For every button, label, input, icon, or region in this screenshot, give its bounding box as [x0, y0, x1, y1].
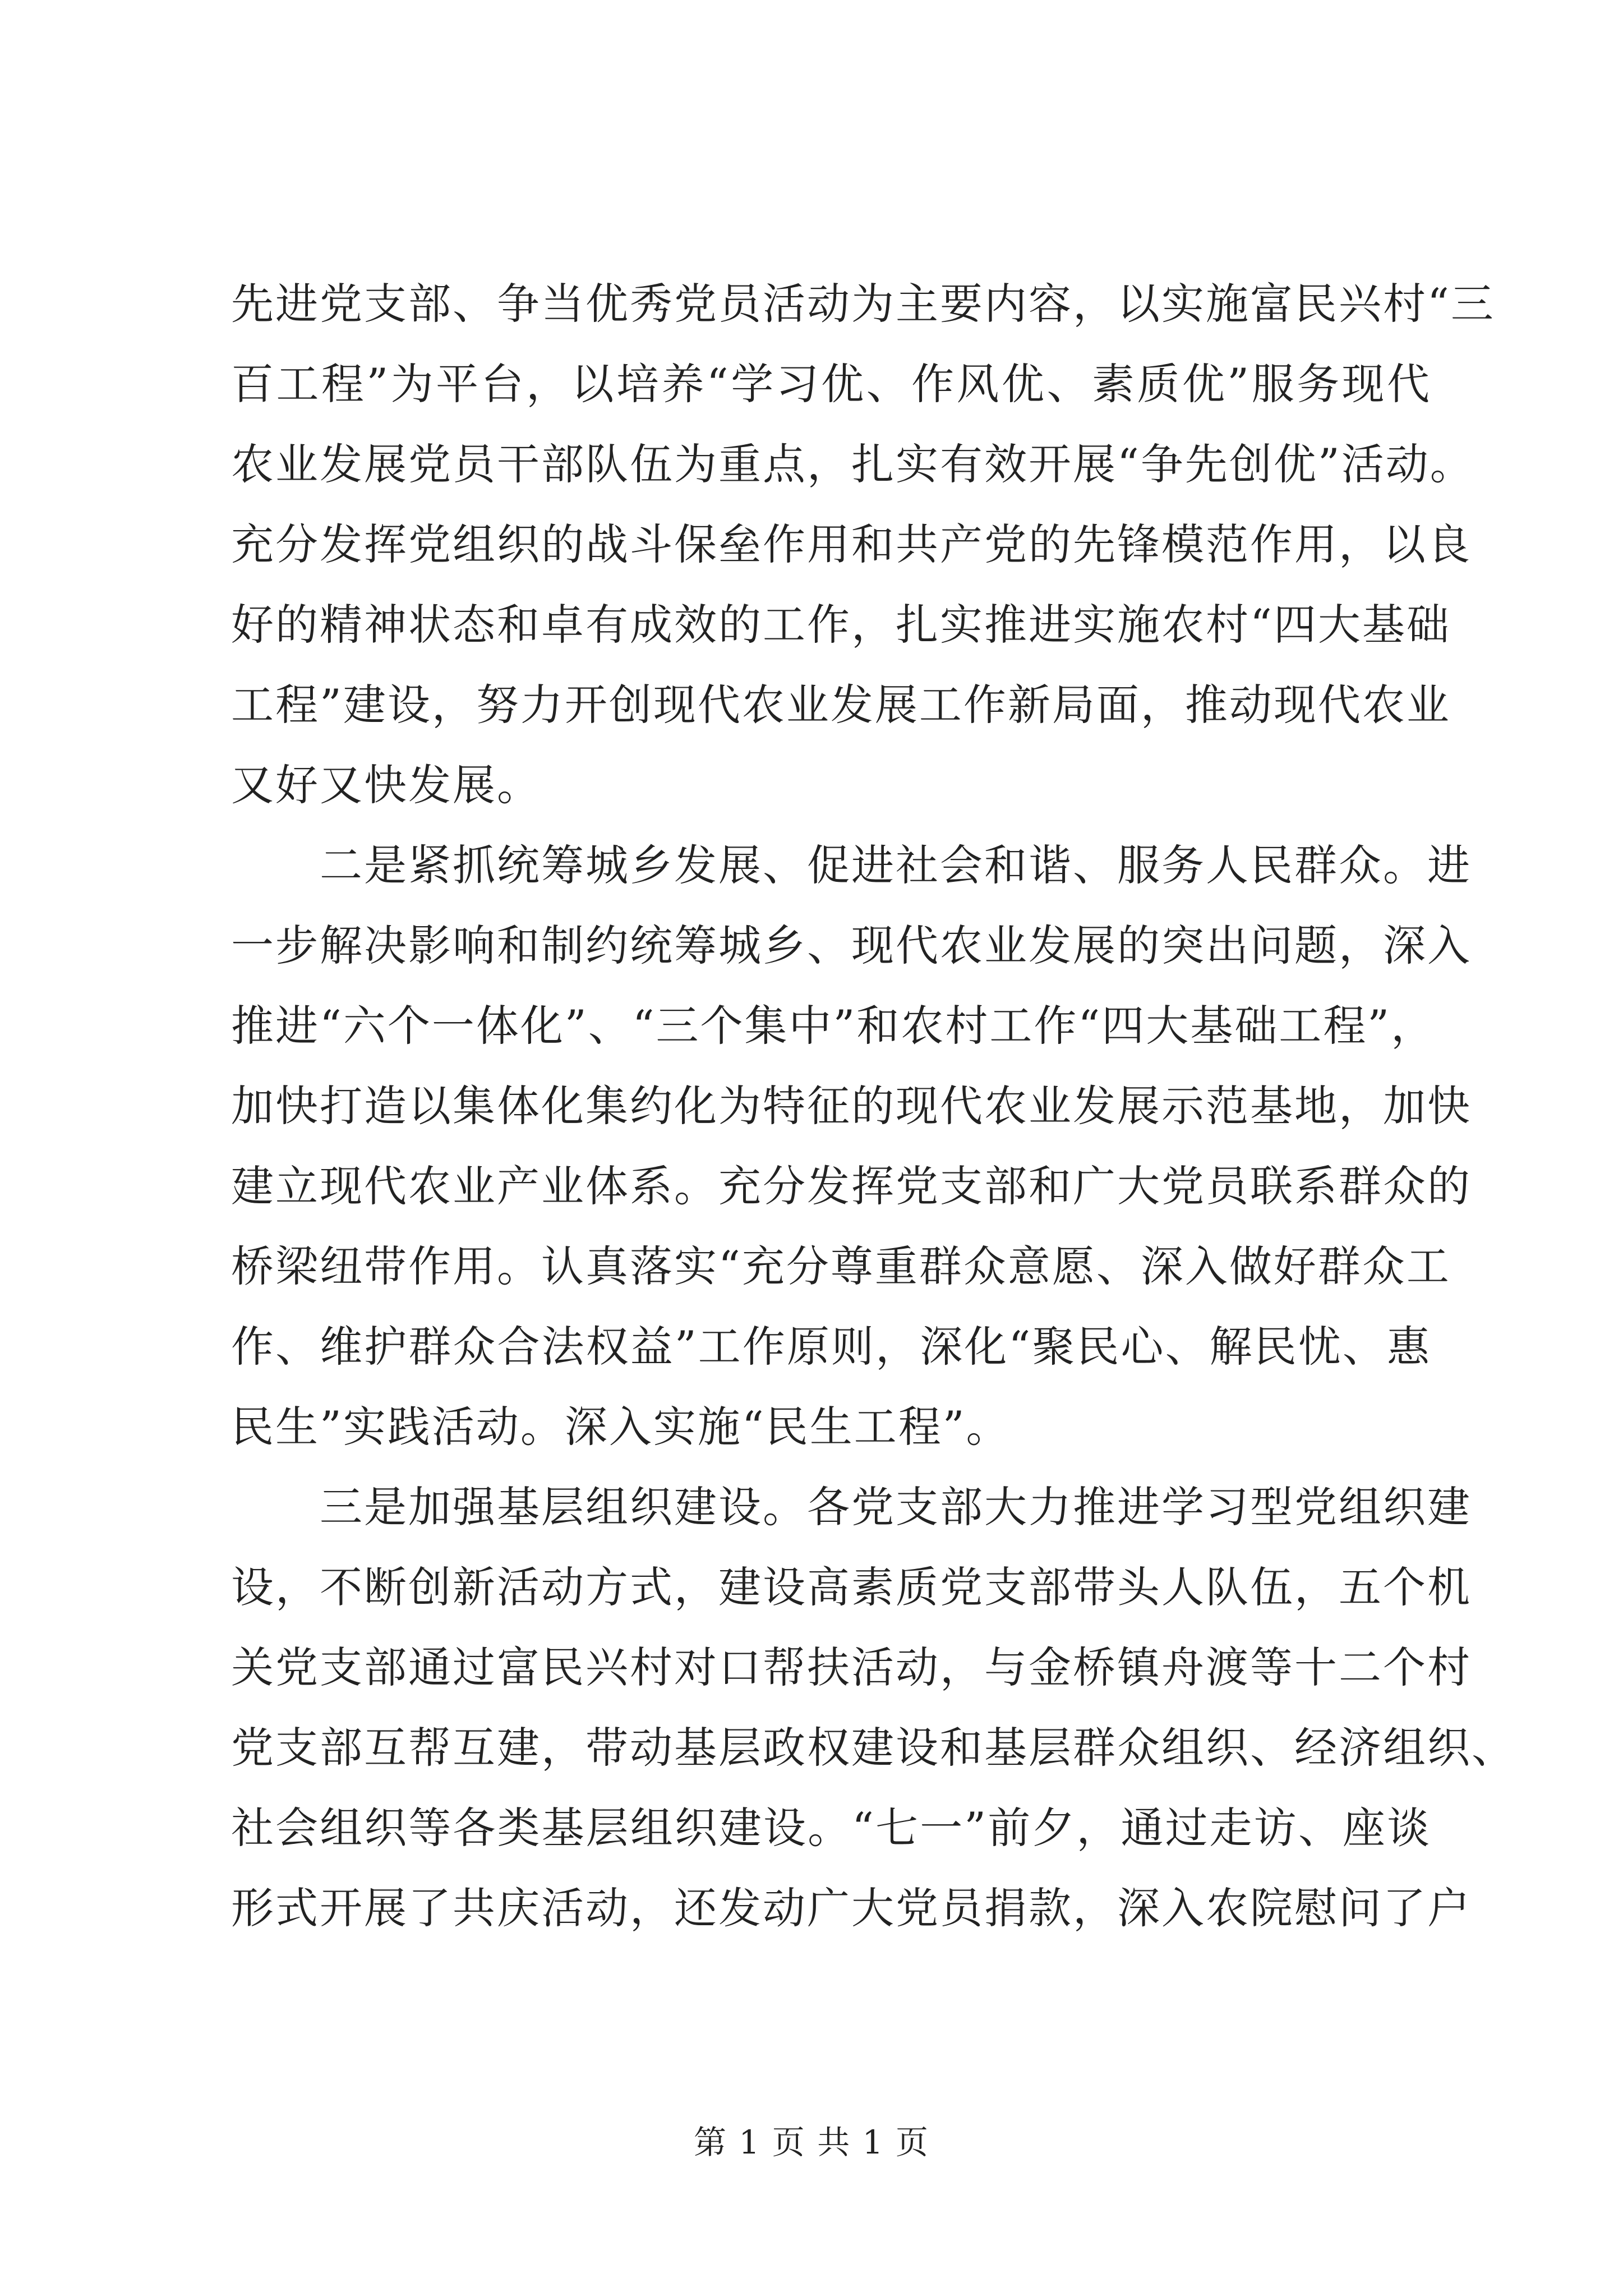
- text-line: 加快打造以集体化集约化为特征的现代农业发展示范基地，加快: [231, 1081, 1472, 1131]
- text-line: 好的精神状态和卓有成效的工作，扎实推进实施农村“四大基础: [231, 600, 1451, 650]
- text-line: 形式开展了共庆活动，还发动广大党员捐款，深入农院慰问了户: [231, 1883, 1472, 1933]
- text-line: 先进党支部、争当优秀党员活动为主要内容，以实施富民兴村“三: [231, 279, 1495, 329]
- text-line: 又好又快发展。: [231, 760, 541, 810]
- text-line: 建立现代农业产业体系。充分发挥党支部和广大党员联系群众的: [231, 1161, 1472, 1211]
- text-line: 充分发挥党组织的战斗保垒作用和共产党的先锋模范作用，以良: [231, 519, 1472, 569]
- text-line: 推进“六个一体化”、“三个集中”和农村工作“四大基础工程”，: [231, 1001, 1436, 1051]
- text-line: 设，不断创新活动方式，建设高素质党支部带头人队伍，五个机: [231, 1562, 1472, 1612]
- text-line: 二是紧抓统筹城乡发展、促进社会和谐、服务人民群众。进: [231, 840, 1472, 890]
- text-line: 桥梁纽带作用。认真落实“充分尊重群众意愿、深入做好群众工: [231, 1241, 1451, 1291]
- document-body: [231, 264, 1516, 1948]
- text-line: 百工程”为平台，以培养“学习优、作风优、素质优”服务现代: [231, 359, 1431, 409]
- text-line: 一步解决影响和制约统筹城乡、现代农业发展的突出问题，深入: [231, 921, 1472, 970]
- text-line: 作、维护群众合法权益”工作原则，深化“聚民心、解民忧、惠: [231, 1322, 1431, 1372]
- text-line: 三是加强基层组织建设。各党支部大力推进学习型党组织建: [231, 1482, 1472, 1532]
- text-line: 工程”建设，努力开创现代农业发展工作新局面，推动现代农业: [231, 680, 1451, 730]
- text-line: 社会组织等各类基层组织建设。“七一”前夕，通过走访、座谈: [231, 1803, 1431, 1853]
- text-line: 民生”实践活动。深入实施“民生工程”。: [231, 1402, 1011, 1452]
- text-line: 关党支部通过富民兴村对口帮扶活动，与金桥镇舟渡等十二个村: [231, 1642, 1472, 1692]
- page-footer: 第 1 页 共 1 页: [694, 2123, 929, 2161]
- text-line: 党支部互帮互建，带动基层政权建设和基层群众组织、经济组织、: [231, 1723, 1516, 1773]
- text-line: 农业发展党员干部队伍为重点，扎实有效开展“争先创优”活动。: [231, 439, 1474, 489]
